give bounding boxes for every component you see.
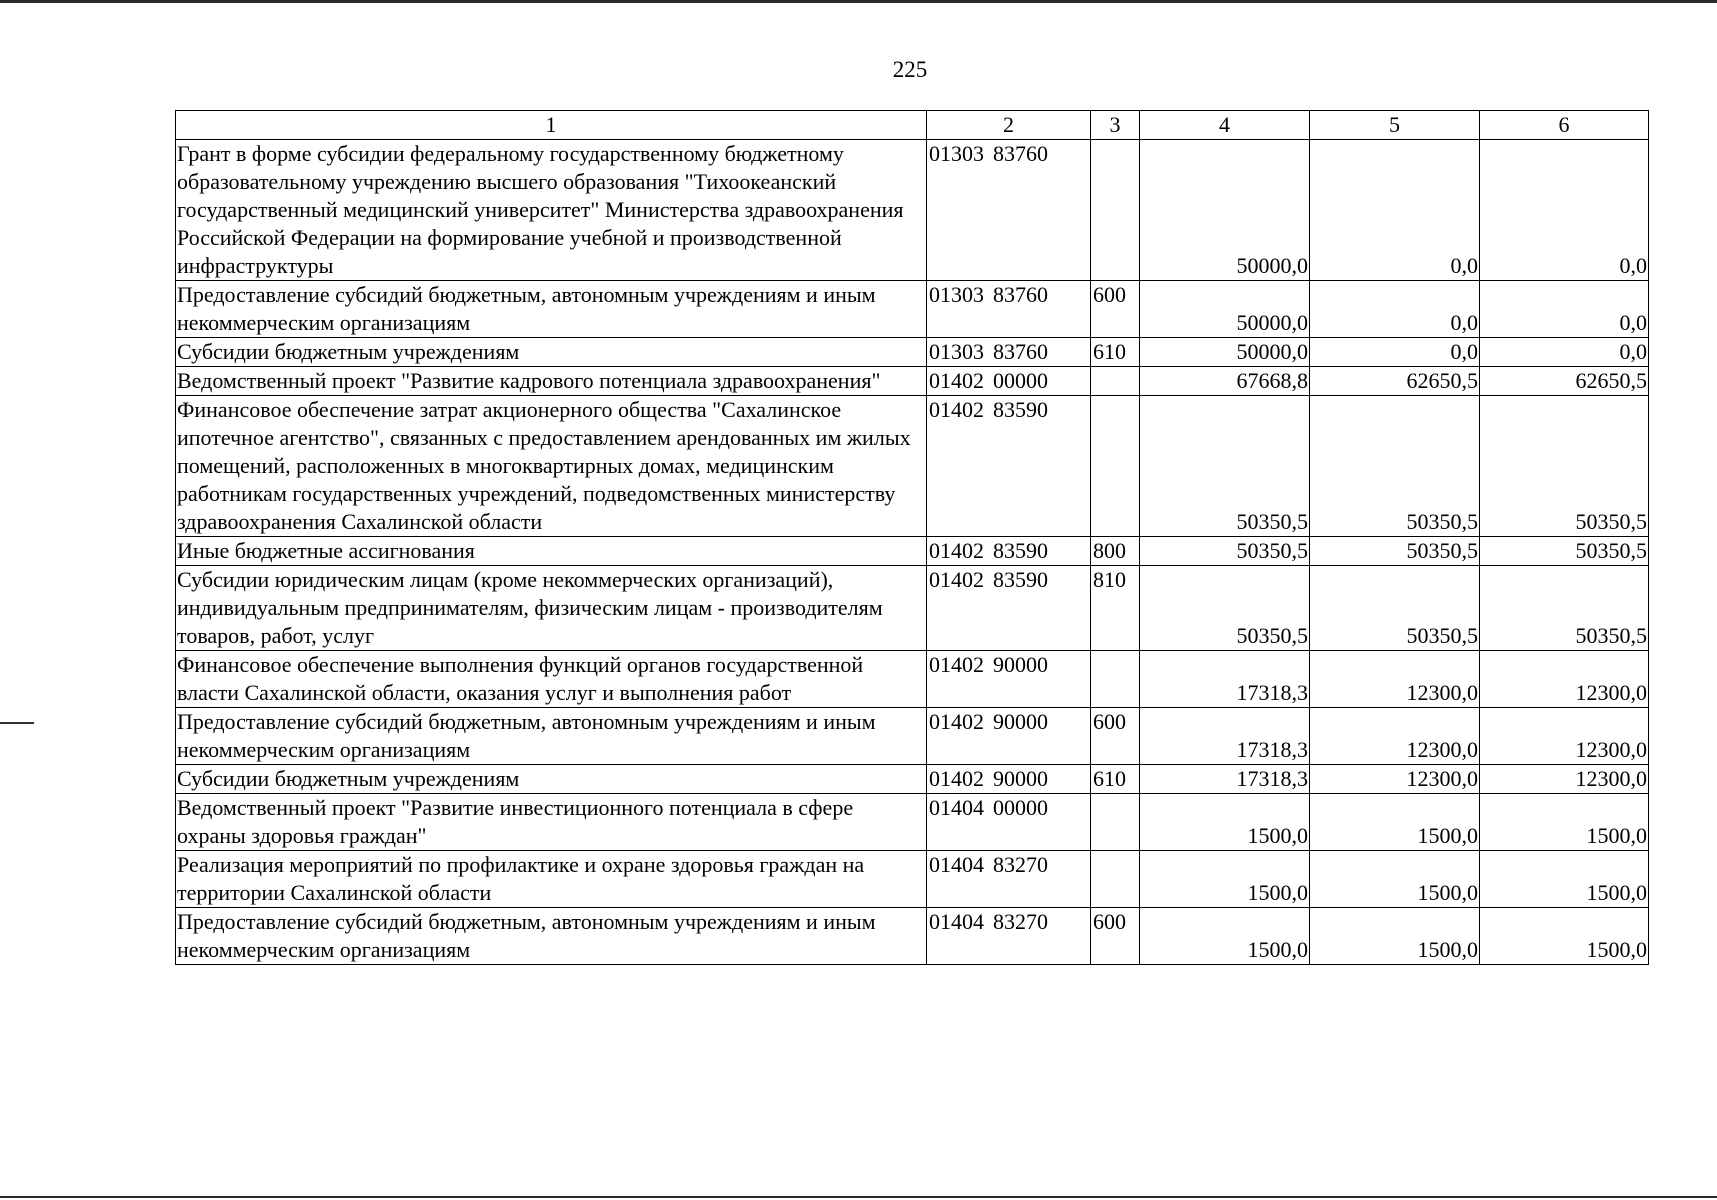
scan-edge-bottom [0,1196,1717,1198]
value-col-4: 17318,3 [1140,708,1310,765]
program-code: 01402 [929,538,984,563]
value-col-4: 50350,5 [1140,566,1310,651]
value-col-6: 12300,0 [1480,651,1649,708]
table-row [176,908,1649,965]
expense-type: 610 [1091,338,1140,367]
expense-type: 600 [1091,281,1140,338]
direction-code: 83590 [993,397,1048,422]
row-name: Финансовое обеспечение выполнения функций органов государственной власти Сахалинской области, оказания услуг и выполнения работ [176,651,927,708]
value-col-4: 50350,5 [1140,396,1310,537]
row-name: Ведомственный проект "Развитие кадрового потенциала здравоохранения" [176,367,927,396]
value-col-4: 50350,5 [1140,537,1310,566]
value-col-5: 50350,5 [1310,537,1480,566]
header-row [176,111,1649,140]
expense-type: 600 [1091,908,1140,965]
value-col-5: 50350,5 [1310,396,1480,537]
scan-mark [0,722,34,724]
row-code [927,651,1091,708]
row-code [927,765,1091,794]
value-col-5: 1500,0 [1310,908,1480,965]
value-col-5: 12300,0 [1310,765,1480,794]
value-col-5: 1500,0 [1310,851,1480,908]
value-col-6: 50350,5 [1480,396,1649,537]
row-name: Предоставление субсидий бюджетным, автономным учреждениям и иным некоммерческим организациям [176,281,927,338]
program-code: 01404 [929,909,984,934]
value-col-6: 1500,0 [1480,851,1649,908]
value-col-5: 0,0 [1310,338,1480,367]
program-code: 01404 [929,852,984,877]
value-col-4: 1500,0 [1140,794,1310,851]
expense-type: 600 [1091,708,1140,765]
direction-code: 00000 [993,368,1048,393]
column-header-5: 5 [1310,111,1480,140]
expense-type [1091,794,1140,851]
value-col-6: 1500,0 [1480,794,1649,851]
expense-type [1091,651,1140,708]
value-col-5: 0,0 [1310,281,1480,338]
table-row [176,794,1649,851]
program-code: 01404 [929,795,984,820]
value-col-6: 62650,5 [1480,367,1649,396]
value-col-6: 0,0 [1480,338,1649,367]
expense-type [1091,851,1140,908]
expense-type [1091,367,1140,396]
program-code: 01303 [929,141,984,166]
row-name: Ведомственный проект "Развитие инвестиционного потенциала в сфере охраны здоровья граждан" [176,794,927,851]
value-col-4: 50000,0 [1140,281,1310,338]
direction-code: 83270 [993,852,1048,877]
value-col-6: 1500,0 [1480,908,1649,965]
budget-table [175,110,1649,965]
table-row [176,851,1649,908]
row-name: Субсидии бюджетным учреждениям [176,338,927,367]
expense-type [1091,140,1140,281]
value-col-5: 50350,5 [1310,566,1480,651]
value-col-6: 12300,0 [1480,765,1649,794]
direction-code: 90000 [993,766,1048,791]
value-col-4: 50000,0 [1140,140,1310,281]
expense-type: 810 [1091,566,1140,651]
row-name: Субсидии юридическим лицам (кроме некоммерческих организаций), индивидуальным предпринимателям, физическим лицам - производителям товаров, работ, услуг [176,566,927,651]
row-name: Грант в форме субсидии федеральному государственному бюджетному образовательному учреждению высшего образования "Тихоокеанский государственный медицинский университет" Министерства здравоохранения Российской Федерации на формирование учебной и производственной инфраструктуры [176,140,927,281]
program-code: 01402 [929,766,984,791]
value-col-5: 12300,0 [1310,651,1480,708]
page-number: 225 [892,57,928,82]
table-row [176,765,1649,794]
expense-type: 610 [1091,765,1140,794]
program-code: 01402 [929,397,984,422]
row-code [927,566,1091,651]
row-name: Реализация мероприятий по профилактике и охране здоровья граждан на территории Сахалинской области [176,851,927,908]
program-code: 01402 [929,567,984,592]
value-col-4: 17318,3 [1140,651,1310,708]
row-code [927,367,1091,396]
column-header-6: 6 [1480,111,1649,140]
row-name: Предоставление субсидий бюджетным, автономным учреждениям и иным некоммерческим организациям [176,908,927,965]
table-row [176,708,1649,765]
direction-code: 83590 [993,567,1048,592]
column-header-3: 3 [1091,111,1140,140]
direction-code: 83590 [993,538,1048,563]
row-code [927,338,1091,367]
program-code: 01303 [929,282,984,307]
table-row [176,651,1649,708]
table-row [176,281,1649,338]
program-code: 01402 [929,709,984,734]
value-col-6: 0,0 [1480,140,1649,281]
table-row [176,140,1649,281]
direction-code: 00000 [993,795,1048,820]
row-code [927,537,1091,566]
row-name: Субсидии бюджетным учреждениям [176,765,927,794]
value-col-5: 62650,5 [1310,367,1480,396]
row-code [927,908,1091,965]
program-code: 01402 [929,368,984,393]
value-col-4: 50000,0 [1140,338,1310,367]
value-col-4: 1500,0 [1140,908,1310,965]
table-row [176,338,1649,367]
direction-code: 90000 [993,652,1048,677]
column-header-1: 1 [176,111,927,140]
row-code [927,794,1091,851]
program-code: 01402 [929,652,984,677]
row-code [927,396,1091,537]
table-row [176,537,1649,566]
value-col-6: 50350,5 [1480,537,1649,566]
value-col-5: 1500,0 [1310,794,1480,851]
table-row [176,367,1649,396]
direction-code: 90000 [993,709,1048,734]
row-code [927,708,1091,765]
value-col-6: 50350,5 [1480,566,1649,651]
program-code: 01303 [929,339,984,364]
expense-type: 800 [1091,537,1140,566]
row-name: Финансовое обеспечение затрат акционерного общества "Сахалинское ипотечное агентство", связанных с предоставлением арендованных им жилых помещений, расположенных в многоквартирных домах, медицинским работникам государственных учреждений, подведомственных министерству здравоохранения Сахалинской области [176,396,927,537]
direction-code: 83760 [993,282,1048,307]
row-code [927,851,1091,908]
value-col-6: 0,0 [1480,281,1649,338]
value-col-4: 17318,3 [1140,765,1310,794]
row-code [927,140,1091,281]
column-header-2: 2 [927,111,1091,140]
table-row [176,566,1649,651]
direction-code: 83270 [993,909,1048,934]
expense-type [1091,396,1140,537]
value-col-5: 0,0 [1310,140,1480,281]
row-name: Иные бюджетные ассигнования [176,537,927,566]
scan-edge-top [0,0,1717,3]
column-header-4: 4 [1140,111,1310,140]
value-col-4: 1500,0 [1140,851,1310,908]
direction-code: 83760 [993,141,1048,166]
row-name: Предоставление субсидий бюджетным, автономным учреждениям и иным некоммерческим организациям [176,708,927,765]
table-row [176,396,1649,537]
value-col-4: 67668,8 [1140,367,1310,396]
value-col-5: 12300,0 [1310,708,1480,765]
direction-code: 83760 [993,339,1048,364]
row-code [927,281,1091,338]
value-col-6: 12300,0 [1480,708,1649,765]
